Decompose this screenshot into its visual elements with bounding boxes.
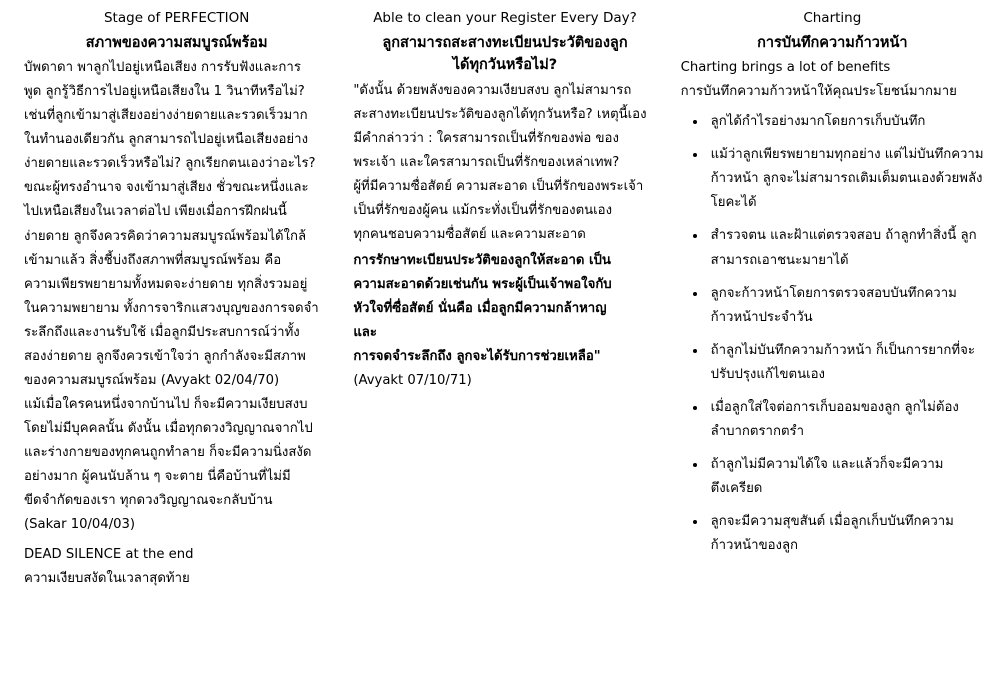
paragraph-line-bold: การรักษาทะเบียนประวัติของลูกให้สะอาด เป็น bbox=[353, 252, 611, 268]
paragraph-line-bold: และ bbox=[353, 325, 377, 341]
column-2-attribution: (Avyakt 07/10/71) bbox=[353, 373, 472, 389]
list-item: • เมื่อลูกใส่ใจต่อการเก็บออมของลูก ลูกไม่ต้องลำบากตรากตรำ bbox=[707, 396, 984, 444]
list-item: • สำรวจตน และฝ้าแต่ตรวจสอบ ถ้าลูกทำสิ่งนี้ ลูกสามารถเอาชนะมายาได้ bbox=[707, 224, 984, 272]
column-2-heading-th-line1: ลูกสามารถสะสางทะเบียนประวัติของลูก bbox=[382, 34, 628, 51]
column-stage-of-perfection bbox=[10, 8, 343, 681]
paragraph-line: ระลึกถึงและงานรับใช้ เมื่อลูกมีประสบการณ์ว่าทั้ง bbox=[24, 324, 300, 340]
column-clean-your-register bbox=[343, 8, 666, 681]
paragraph-line: ไปเหนือเสียงในเวลาต่อไป เพียงเมื่อการฝึกฝนนี้ bbox=[24, 204, 287, 220]
column-3-heading bbox=[681, 8, 984, 54]
column-3-heading-th: การบันทึกความก้าวหน้า bbox=[757, 34, 908, 51]
column-3-heading-en: Charting bbox=[803, 10, 862, 26]
column-1-footer-en: DEAD SILENCE at the end bbox=[24, 546, 194, 562]
paragraph-line: ในความพยายาม ทั้งการจาริกแสวงบุญของการจดจำ bbox=[24, 300, 319, 316]
paragraph-line: และร่างกายของทุกคนถูกทำลาย ก็จะมีความนิ่งสงัด bbox=[24, 444, 312, 460]
column-1-heading-th: สภาพของความสมบูรณ์พร้อม bbox=[85, 34, 268, 51]
paragraph-line: "ดังนั้น ด้วยพลังของความเงียบสงบ ลูกไม่สามารถ bbox=[353, 82, 632, 98]
paragraph-line: บัพดาดา พาลูกไปอยู่เหนือเสียง การรับฟังและการ bbox=[24, 60, 301, 76]
list-item: • ลูกจะก้าวหน้าโดยการตรวจสอบบันทึกความก้าวหน้าประจำวัน bbox=[707, 282, 984, 330]
list-item: • ถ้าลูกไม่มีความได้ใจ และแล้วก็จะมีความตึงเครียด bbox=[707, 453, 984, 501]
paragraph-line: เป็นที่รักของผู้คน แม้กระทั่งเป็นที่รักของตนเอง bbox=[353, 202, 613, 218]
paragraph-line: สองง่ายดาย ลูกจึงควรเข้าใจว่า ลูกกำลังจะมีสภาพ bbox=[24, 348, 306, 364]
paragraph-line: ง่ายดายและรวดเร็วหรือไม่? ลูกเรียกตนเองว่าอะไร? bbox=[24, 156, 316, 172]
column-2-heading-th-line2: ได้ทุกวันหรือไม่? bbox=[452, 57, 558, 74]
paragraph-line: ความเพียรพยายามทั้งหมดจะง่ายดาย ทุกสิ่งรวมอยู่ bbox=[24, 276, 308, 292]
paragraph-line-bold: หัวใจที่ซื่อสัตย์ นั่นคือ เมื่อลูกมีความกล้าหาญ bbox=[353, 301, 607, 316]
list-item: • ถ้าลูกไม่บันทึกความก้าวหน้า ก็เป็นการยากที่จะปรับปรุงแก้ไขตนเอง bbox=[707, 339, 984, 387]
charting-benefits-list bbox=[681, 110, 984, 557]
paragraph-line: แม้เมื่อใครคนหนึ่งจากบ้านไป ก็จะมีความเงียบสงบ bbox=[24, 396, 308, 412]
column-3-body bbox=[681, 56, 984, 557]
list-item: • ลูกจะมีความสุขสันต์ เมื่อลูกเก็บบันทึกความก้าวหน้าของลูก bbox=[707, 510, 984, 558]
column-charting bbox=[667, 8, 990, 681]
list-item: • แม้ว่าลูกเพียรพยายามทุกอย่าง แต่ไม่บันทึกความก้าวหน้า ลูกจะไม่สามารถเติมเต็มตนเองด้วยพลังโยคะได้ bbox=[707, 143, 984, 215]
paragraph-line: ในทำนองเดียวกัน ลูกสามารถไปอยู่เหนือเสียงอย่าง bbox=[24, 132, 309, 148]
column-1-heading bbox=[24, 8, 329, 54]
paragraph-line: เช่นที่ลูกเข้ามาสู่เสียงอย่างง่ายดายและรวดเร็วมาก bbox=[24, 108, 308, 124]
paragraph-line: พระเจ้า และใครสามารถเป็นที่รักของเหล่าเทพ? bbox=[353, 154, 620, 170]
column-2-heading bbox=[353, 8, 656, 77]
paragraph-line: พูด ลูกรู้วิธีการไปอยู่เหนือเสียงใน 1 วินาทีหรือไม่? bbox=[24, 84, 305, 100]
paragraph-line: ทุกคนชอบความซื่อสัตย์ และความสะอาด bbox=[353, 226, 586, 242]
paragraph-line: โดยไม่มีบุคคลนั้น ดังนั้น เมื่อทุกดวงวิญญาณจากไป bbox=[24, 420, 313, 436]
column-1-heading-en: Stage of PERFECTION bbox=[103, 10, 250, 26]
paragraph-line: อย่างมาก ผู้คนนับล้าน ๆ จะตาย นี่คือบ้านที่ไม่มี bbox=[24, 468, 291, 484]
paragraph-line: ขณะผู้ทรงอำนาจ จงเข้ามาสู่เสียง ชั่วขณะหนึ่งและ bbox=[24, 180, 309, 196]
column-2-body bbox=[353, 79, 656, 393]
column-3-intro-en: Charting brings a lot of benefits bbox=[680, 60, 891, 76]
paragraph-line: ง่ายดาย ลูกจึงควรคิดว่าความสมบูรณ์พร้อมได้ใกล้ bbox=[24, 228, 307, 244]
paragraph-line: ผู้ที่มีความซื่อสัตย์ ความสะอาด เป็นที่รักของพระเจ้า bbox=[353, 178, 644, 194]
column-2-heading-en: Able to clean your Register Every Day? bbox=[373, 10, 637, 26]
paragraph-line: สะสางทะเบียนประวัติของลูกได้ทุกวันหรือ? เหตุนี้เอง bbox=[353, 106, 647, 122]
column-1-attribution: (Sakar 10/04/03) bbox=[24, 516, 136, 532]
paragraph-line-bold: การจดจำระลึกถึง ลูกจะได้รับการช่วยเหลือ" bbox=[353, 349, 601, 365]
column-1-footer-th: ความเงียบสงัดในเวลาสุดท้าย bbox=[24, 570, 190, 586]
paragraph-line: ขีดจำกัดของเรา ทุกดวงวิญญาณจะกลับบ้าน bbox=[24, 492, 273, 508]
paragraph-line: มีคำกล่าวว่า : ใครสามารถเป็นที่รักของพ่อ ของ bbox=[353, 130, 619, 146]
paragraph-line-bold: ความสะอาดด้วยเช่นกัน พระผู้เป็นเจ้าพอใจกับ bbox=[353, 276, 612, 292]
column-1-body bbox=[24, 56, 329, 590]
column-3-intro-th: การบันทึกความก้าวหน้าให้คุณประโยชน์มากมาย bbox=[680, 84, 957, 100]
paragraph-line: เข้ามาแล้ว สิ่งชี้บ่งถึงสภาพที่สมบูรณ์พร้อม คือ bbox=[24, 252, 282, 268]
list-item: • ลูกได้กำไรอย่างมากโดยการเก็บบันทึก bbox=[707, 110, 984, 134]
paragraph-line: ของความสมบูรณ์พร้อม (Avyakt 02/04/70) bbox=[24, 372, 280, 388]
